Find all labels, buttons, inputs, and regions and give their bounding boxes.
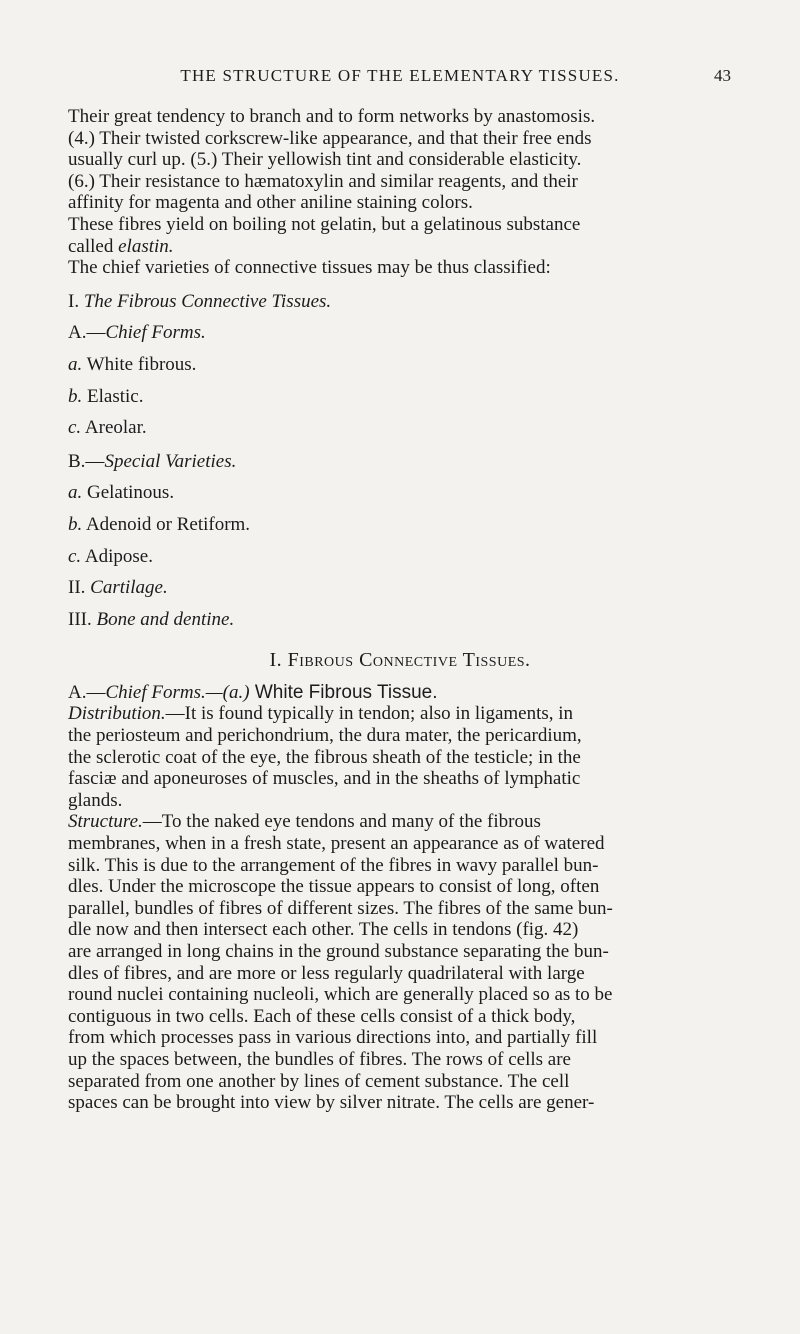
text-line: round nuclei containing nucleoli, which are generally placed so as to be (68, 984, 613, 1006)
text-line: affinity for magenta and other aniline staining colors. (68, 192, 473, 214)
text-line: These fibres yield on boiling not gelatin, but a gelatinous substance (68, 213, 581, 235)
sub-label: A.— (68, 681, 106, 703)
text-line: dles of fibres, and are more or less regularly quadrilateral with large (68, 962, 585, 984)
item-letter: c. (68, 417, 82, 439)
text-line: dles. Under the microscope the tissue appears to consist of long, often (68, 876, 600, 898)
text-line: Their great tendency to branch and to form networks by anastomosis. (68, 106, 596, 127)
class-heading-ii (68, 577, 732, 599)
text-line (68, 236, 732, 258)
structure-paragraph (68, 811, 732, 1113)
class-title: Bone and dentine. (96, 608, 235, 630)
class-heading-iii (68, 609, 732, 631)
text-fragment: called (68, 235, 119, 257)
text-fragment: —To the naked eye tendons and many of the fibrous (142, 811, 541, 833)
section-title: I. Fibrous Connective Tissues. (269, 649, 531, 672)
class-heading-b (68, 451, 732, 473)
sub-italic: Chief Forms.—(a.) (105, 681, 250, 703)
class-title: Chief Forms. (105, 322, 206, 344)
class-heading-i (68, 291, 732, 313)
text-line: glands. (68, 789, 123, 811)
class-label: A.— (68, 322, 106, 344)
text-line: fasciæ and aponeuroses of muscles, and in the sheaths of lymphatic (68, 768, 581, 790)
distribution-paragraph (68, 703, 732, 811)
item-letter: a. (68, 482, 83, 504)
text-line: silk. This is due to the arrangement of the fibres in wavy parallel bun- (68, 854, 599, 876)
item-letter: b. (68, 385, 83, 407)
item-text: White fibrous. (86, 353, 197, 375)
item-letter: a. (68, 353, 83, 375)
sub-heading: White Fibrous Tissue. (249, 681, 438, 703)
text-line: parallel, bundles of fibres of different sizes. The fibres of the same bun- (68, 897, 613, 919)
text-line: membranes, when in a fresh state, present an appearance as of watered (68, 833, 605, 855)
class-heading-a (68, 322, 732, 344)
class-number: III. (68, 608, 92, 630)
text-fragment: —It is found typically in tendon; also in ligaments, in (165, 703, 574, 725)
running-head (0, 66, 800, 86)
running-title: THE STRUCTURE OF THE ELEMENTARY TISSUES. (180, 66, 620, 85)
text-line: spaces can be brought into view by silver nitrate. The cells are gener- (68, 1092, 595, 1114)
text-line (68, 703, 732, 725)
text-line: separated from one another by lines of cement substance. The cell (68, 1070, 570, 1092)
text-line: the sclerotic coat of the eye, the fibrous sheath of the testicle; in the (68, 746, 581, 768)
item-text: Gelatinous. (87, 482, 175, 504)
text-line: are arranged in long chains in the ground substance separating the bun- (68, 941, 609, 962)
list-item (68, 386, 732, 408)
class-number: I. (68, 290, 80, 312)
item-letter: c. (68, 545, 82, 567)
text-line (68, 811, 732, 833)
text-line: up the spaces between, the bundles of fibres. The rows of cells are (68, 1048, 571, 1070)
list-item (68, 354, 732, 376)
subsection-heading (68, 682, 732, 704)
class-label: B.— (68, 450, 105, 472)
item-text: Adenoid or Retiform. (85, 513, 251, 535)
list-item (68, 546, 732, 568)
list-item (68, 514, 732, 536)
run-in-heading: Structure. (68, 811, 143, 833)
page-number: 43 (714, 66, 731, 85)
text-line: (4.) Their twisted corkscrew-like appearance, and that their free ends (68, 127, 592, 149)
text-line: from which processes pass in various directions into, and partially fill (68, 1027, 598, 1049)
text-line: The chief varieties of connective tissues may be thus classified: (68, 257, 551, 279)
text-line: contiguous in two cells. Each of these cells consist of a thick body, (68, 1005, 576, 1027)
item-text: Elastic. (87, 385, 144, 407)
text-line: the periosteum and perichondrium, the dura mater, the pericardium, (68, 725, 582, 747)
class-number: II. (68, 577, 86, 599)
class-title: Special Varieties. (104, 450, 237, 472)
class-title: Cartilage. (90, 577, 168, 599)
run-in-heading: Distribution. (68, 703, 166, 725)
item-text: Adipose. (84, 545, 153, 567)
classification-list (68, 291, 732, 631)
list-item (68, 417, 732, 439)
item-text: Areolar. (84, 417, 147, 439)
page-body (68, 106, 732, 1114)
list-item (68, 482, 732, 504)
term-elastin: elastin. (118, 235, 174, 257)
class-title: The Fibrous Connective Tissues. (83, 290, 332, 312)
text-line: (6.) Their resistance to hæmatoxylin and similar reagents, and their (68, 170, 578, 192)
text-line: usually curl up. (5.) Their yellowish tint and considerable elasticity. (68, 149, 582, 171)
text-line: dle now and then intersect each other. The cells in tendons (fig. 42) (68, 919, 579, 941)
item-letter: b. (68, 513, 83, 535)
